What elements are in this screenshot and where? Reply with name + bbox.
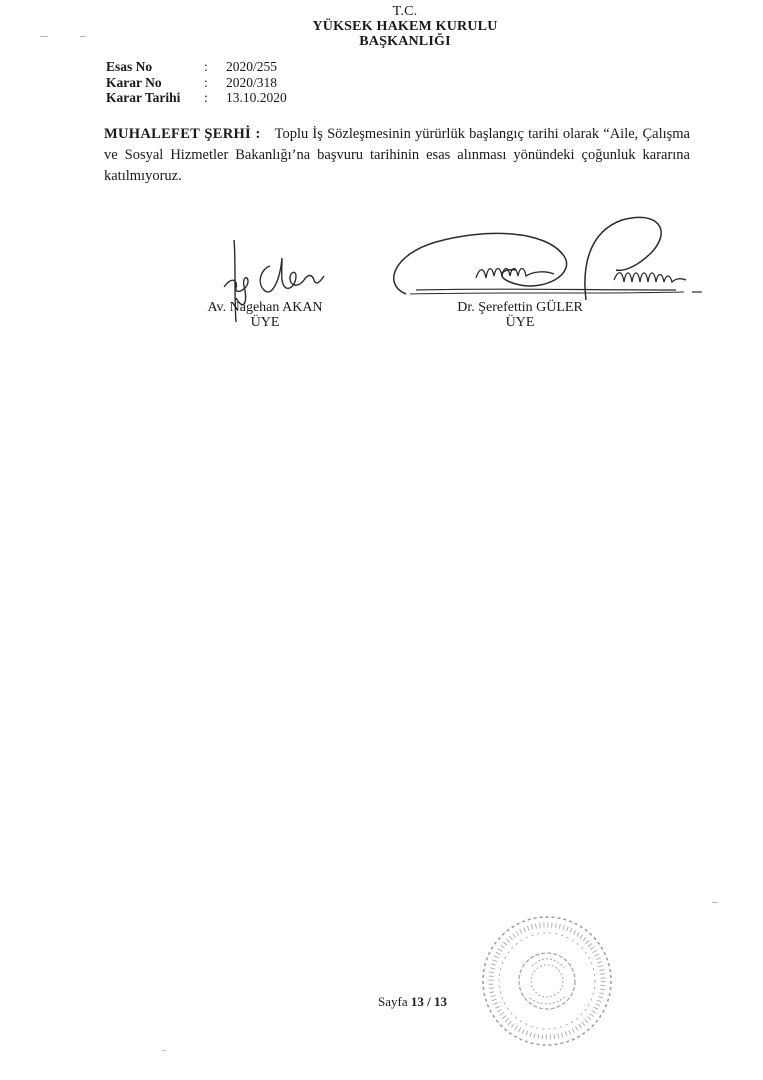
- dissent-label: MUHALEFET ŞERHİ :: [104, 126, 261, 142]
- meta-label: Esas No: [106, 59, 153, 74]
- page-count: 13 / 13: [410, 994, 447, 1009]
- meta-value: 2020/255: [226, 59, 278, 74]
- meta-separator: :: [204, 90, 208, 105]
- meta-row-karar: [106, 75, 287, 91]
- scan-mark: [40, 36, 48, 37]
- meta-label: Karar No: [106, 74, 162, 90]
- meta-label: Karar Tarihi: [106, 90, 181, 105]
- page-prefix: Sayfa: [378, 994, 408, 1009]
- signatory-name: Av. Nagehan AKAN: [207, 300, 323, 315]
- official-seal-stamp: [472, 906, 622, 1056]
- signatory-role: ÜYE: [505, 315, 535, 330]
- scan-mark: [80, 36, 86, 37]
- signature-block-2: [440, 300, 600, 330]
- scan-mark: [712, 902, 718, 903]
- header-line-institution: YÜKSEK HAKEM KURULU: [312, 19, 498, 34]
- meta-row-esas: [106, 59, 287, 75]
- header-line-presidency: BAŞKANLIĞI: [359, 34, 451, 49]
- document-header: [230, 4, 580, 49]
- signatory-role: ÜYE: [250, 315, 280, 330]
- case-metadata: [106, 59, 287, 106]
- header-line-tc: T.C.: [392, 4, 418, 19]
- meta-row-tarih: [106, 90, 287, 106]
- dissent-paragraph: [104, 124, 690, 187]
- scan-mark: [162, 1050, 165, 1051]
- signatory-name: Dr. Şerefettin GÜLER: [457, 300, 583, 315]
- meta-value: 13.10.2020: [226, 90, 287, 105]
- dissent-text: Toplu İş Sözleşmesinin yürürlük başlangıç tarihi olarak “Aile, Çalışma ve Sosyal Hizmetler Bakanlığı’na başvuru tarihinin esas alınması yönündeki çoğunluk kararına katılmıyoruz.: [104, 126, 690, 184]
- meta-value: 2020/318: [226, 74, 278, 90]
- signature-block-1: [190, 300, 340, 330]
- meta-separator: :: [204, 59, 208, 74]
- meta-separator: :: [204, 74, 208, 90]
- page-number: [378, 994, 447, 1010]
